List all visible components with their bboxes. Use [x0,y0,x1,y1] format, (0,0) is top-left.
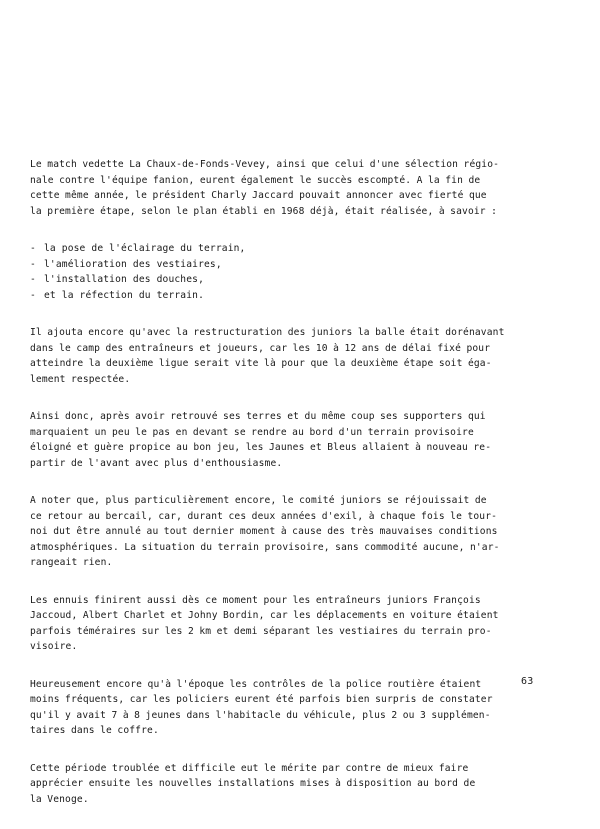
list-dash: - [30,274,36,285]
text-line: lement respectée. [30,373,131,385]
stage-one-list [30,241,570,303]
text-line: atmosphériques. La situation du terrain provisoire, sans commodité aucune, n'ar- [30,541,500,553]
paragraph-juniors-committee [30,493,570,571]
page-content [30,157,570,829]
text-line: Le match vedette La Chaux-de-Fonds-Vevey, ainsi que celui d'une sélection régio- [30,159,500,170]
list-item [30,272,570,288]
text-line: parfois téméraires sur les 2 km et demi séparant les vestiaires du terrain pro- [30,625,492,637]
text-line: moins fréquents, car les policiers eurent été parfois bien surpris de constater [30,694,493,705]
text-line: dans le camp des entraîneurs et joueurs, car les 10 à 12 ans de délai fixé pour [30,342,491,354]
text-line: visoire. [30,641,78,652]
text-line: Ainsi donc, après avoir retrouvé ses terres et du même coup ses supporters qui [30,411,486,422]
paragraph-conclusion [30,761,570,808]
text-line: éloigné et guère propice au bon jeu, les Jaunes et Bleus allaient à nouveau re- [30,442,492,453]
text-line: noi dut être annulé au tout dernier moment à cause des très mauvaises conditions [30,526,498,537]
paragraph-restructuring [30,325,570,387]
list-item [30,288,570,304]
list-item-text: l'installation des douches, [44,274,204,285]
text-line: rangeait rien. [30,557,113,568]
list-item [30,257,570,273]
text-line: Jaccoud, Albert Charlet et Johny Bordin, car les déplacements en voiture étaient [30,610,499,621]
list-item-text: et la réfection du terrain. [44,289,204,301]
list-item-text: la pose de l'éclairage du terrain, [44,243,246,254]
paragraph-coaches [30,593,570,655]
paragraph-return [30,409,570,471]
text-line: A noter que, plus particulièrement encore, le comité juniors se réjouissait de [30,495,487,506]
text-line: atteindre la deuxième ligue serait vite là pour que la deuxième étape soit éga- [30,358,492,369]
text-line: Les ennuis finirent aussi dès ce moment pour les entraîneurs juniors François [30,594,481,606]
list-dash: - [30,258,36,270]
text-line: Il ajouta encore qu'avec la restructuration des juniors la balle était dorénavant [30,327,505,338]
text-line: taires dans le coffre. [30,725,159,736]
text-line: marquaient un peu le pas en devant se rendre au bord d'un terrain provisoire [30,426,474,438]
text-line: la première étape, selon le plan établi en 1968 déjà, était réalisée, à savoir : [30,205,498,217]
text-line: la Venoge. [30,793,89,805]
text-line: nale contre l'équipe fanion, eurent également le succès escompté. A la fin de [30,174,481,186]
text-line: qu'il y avait 7 à 8 jeunes dans l'habitacle du véhicule, plus 2 ou 3 supplémen- [30,709,491,721]
page-number: 63 [521,676,534,687]
list-item [30,241,570,257]
text-line: Cette période troublée et difficile eut le mérite par contre de mieux faire [30,762,469,774]
list-dash: - [30,243,36,254]
text-line: apprécier ensuite les nouvelles installations mises à disposition au bord de [30,778,476,789]
text-line: partir de l'avant avec plus d'enthousiasme. [30,457,283,469]
paragraph-police [30,677,570,739]
list-dash: - [30,289,36,301]
list-item-text: l'amélioration des vestiaires, [44,258,222,270]
paragraph-intro [30,157,570,219]
text-line: cette même année, le président Charly Jaccard pouvait annoncer avec fierté que [30,190,487,201]
text-line: ce retour au bercail, car, durant ces deux années d'exil, à chaque fois le tour- [30,510,498,522]
text-line: Heureusement encore qu'à l'époque les contrôles de la police routière étaient [30,678,482,690]
